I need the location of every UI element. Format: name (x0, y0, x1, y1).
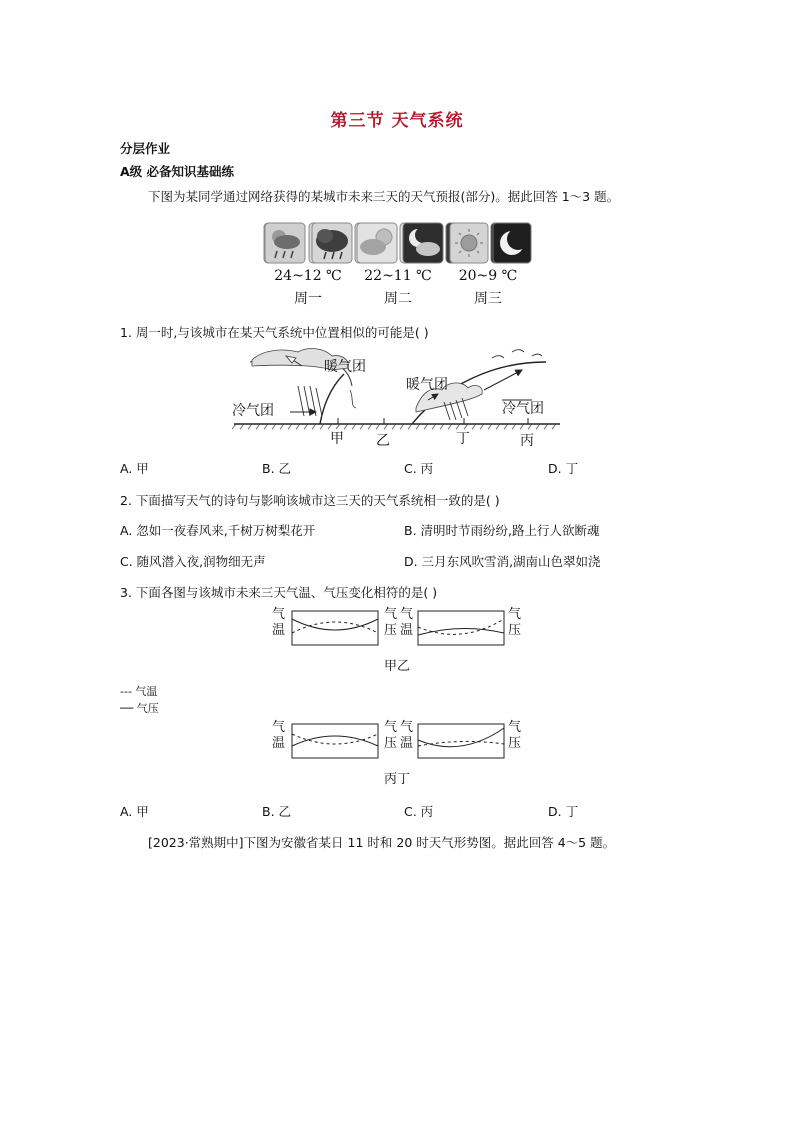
graph-yi (418, 611, 504, 645)
sun-tile-icon (450, 223, 488, 263)
graph-jia (292, 611, 378, 645)
q3-option-a[interactable]: A. 甲 (120, 804, 149, 819)
q2-option-d[interactable]: D. 三月东风吹雪消,湖南山色翠如浇 (404, 554, 601, 569)
question-3-stem: 3. 下面各图与该城市未来三天气温、气压变化相符的是( ) (120, 585, 438, 600)
q2-option-c[interactable]: C. 随风潜入夜,润物细无声 (120, 554, 266, 569)
label-point-jia: 甲 (330, 431, 344, 447)
label-point-yi: 乙 (376, 433, 390, 449)
front-diagram (232, 346, 562, 448)
row2-caption: 丙丁 (383, 772, 410, 787)
rain-tile-icon (265, 223, 305, 263)
row2-mid-axis-temp: 气温 (400, 720, 414, 751)
bing-pressure-curve (292, 736, 378, 746)
forecast-temp-3: 20~9 ℃ (458, 268, 518, 284)
q3-option-d[interactable]: D. 丁 (548, 804, 579, 819)
forecast-day-2: 周二 (384, 291, 412, 307)
row1-caption: 甲乙 (383, 659, 410, 674)
q2-option-b[interactable]: B. 清明时节雨纷纷,路上行人欲断魂 (404, 523, 600, 538)
ding-temp-curve (418, 741, 504, 746)
row1-right-axis-pressure: 气压 (508, 607, 522, 638)
label-point-ding: 丁 (456, 431, 470, 447)
label-cold-right: 冷气团 (502, 401, 544, 417)
row1-left-axis-temp: 气温 (272, 607, 286, 638)
crescent-tile-icon (493, 223, 531, 263)
forecast-day-3: 周三 (474, 291, 502, 307)
legend-temp: --- 气温 (120, 685, 158, 698)
label-cold-left: 冷气团 (232, 403, 274, 419)
graph-bing (292, 724, 378, 758)
legend-pressure: ── 气压 (120, 702, 159, 715)
row2-left-axis-temp: 气温 (272, 720, 286, 751)
q1-option-d[interactable]: D. 丁 (548, 461, 579, 476)
jia-temp-curve (292, 622, 378, 633)
graph-row-1 (270, 607, 530, 651)
q1-option-b[interactable]: B. 乙 (262, 461, 292, 476)
forecast-temp-2: 22~11 ℃ (364, 268, 432, 284)
q1-option-a[interactable]: A. 甲 (120, 461, 149, 476)
q2-option-a[interactable]: A. 忽如一夜春风来,千树万树梨花开 (120, 523, 316, 538)
question-1-stem: 1. 周一时,与该城市在某天气系统中位置相似的可能是( ) (120, 325, 429, 340)
jia-pressure-curve (292, 619, 378, 630)
intro-2: [2023·常熟期中]下图为安徽省某日 11 时和 20 时天气形势图。据此回答 4～5 题。 (148, 835, 616, 850)
row2-right-axis-pressure: 气压 (508, 720, 522, 751)
moon-cloud-tile-icon (403, 223, 443, 263)
partly-sunny-tile-icon (357, 223, 397, 263)
graph-ding (418, 724, 504, 758)
graph-row-2 (270, 720, 530, 764)
q3-option-b[interactable]: B. 乙 (262, 804, 292, 819)
storm-tile-icon (312, 223, 352, 263)
label-warm-left: 暖气团 (324, 359, 366, 375)
level-heading: A级 必备知识基础练 (120, 164, 235, 179)
question-2-stem: 2. 下面描写天气的诗句与影响该城市这三天的天气系统相一致的是( ) (120, 493, 500, 508)
label-point-bing: 丙 (520, 433, 534, 449)
intro-1: 下图为某同学通过网络获得的某城市未来三天的天气预报(部分)。据此回答 1～3 题。 (148, 189, 620, 204)
row1-mid-axis-temp: 气温 (400, 607, 414, 638)
q1-option-c[interactable]: C. 丙 (404, 461, 434, 476)
page-title: 第三节 天气系统 (330, 111, 464, 131)
row2-mid-axis-pressure: 气压 (384, 720, 398, 751)
row1-mid-axis-pressure: 气压 (384, 607, 398, 638)
forecast-temp-1: 24~12 ℃ (274, 268, 342, 284)
label-warm-right: 暖气团 (406, 377, 448, 393)
forecast-day-1: 周一 (294, 291, 322, 307)
section-heading: 分层作业 (120, 141, 171, 156)
q3-option-c[interactable]: C. 丙 (404, 804, 434, 819)
